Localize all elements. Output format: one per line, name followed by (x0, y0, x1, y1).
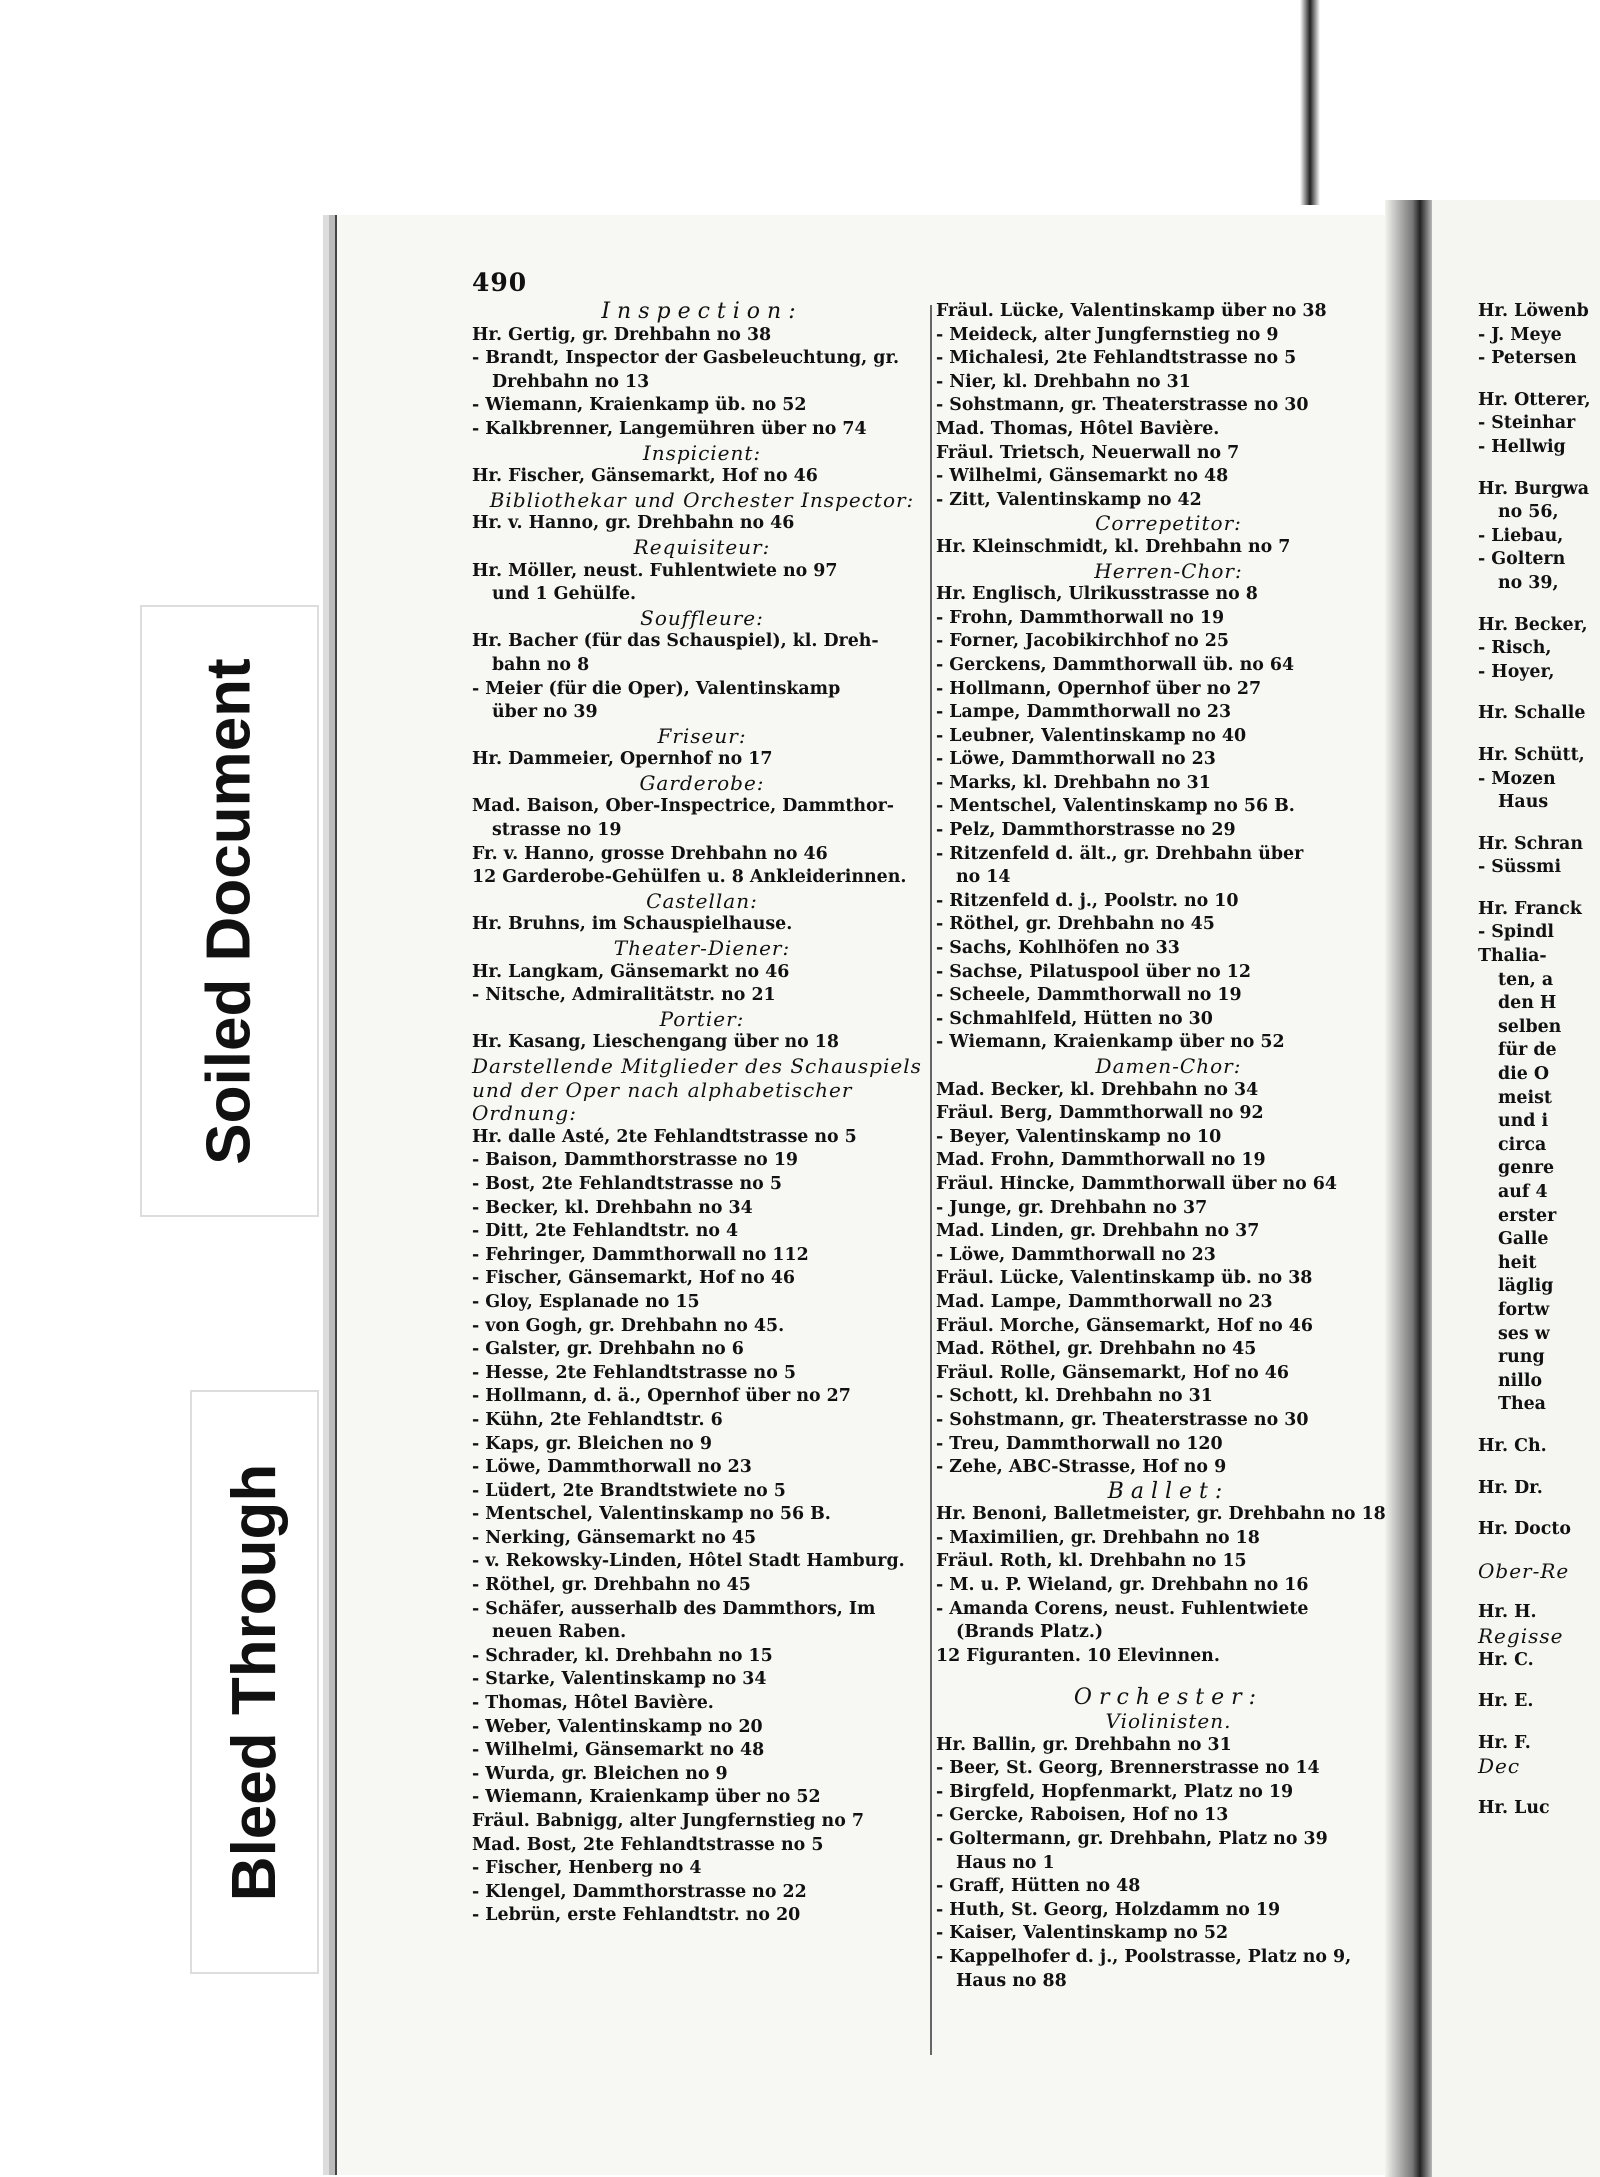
directory-entry: Fräul. Berg, Dammthorwall no 92 (936, 1103, 1264, 1124)
section-heading: Damen-Chor: (1095, 1054, 1242, 1078)
directory-entry: - Kaps, gr. Bleichen no 9 (472, 1433, 712, 1454)
directory-entry: - Lampe, Dammthorwall no 23 (936, 702, 1232, 723)
directory-entry: Hr. v. Hanno, gr. Drehbahn no 46 (472, 513, 795, 534)
spacer (1478, 1459, 1600, 1477)
directory-entry: auf 4 (1498, 1182, 1548, 1202)
spacer (1478, 1583, 1600, 1601)
directory-entry: - Steinhar (1478, 413, 1576, 434)
directory-entry: - Ditt, 2te Fehlandtstr. no 4 (472, 1221, 739, 1242)
directory-entry: - Klengel, Dammthorstrasse no 22 (472, 1881, 807, 1902)
directory-entry: - Hollmann, Opernhof über no 27 (936, 678, 1262, 699)
directory-entry: Hr. Ch. (1478, 1435, 1547, 1456)
directory-entry: - Huth, St. Georg, Holzdamm no 19 (936, 1899, 1281, 1920)
directory-entry: - Goltermann, gr. Drehbahn, Platz no 39 (936, 1829, 1328, 1849)
directory-entry: meist (1498, 1087, 1552, 1108)
directory-entry: - Beyer, Valentinskamp no 10 (936, 1126, 1222, 1147)
directory-entry: Mad. Baison, Ober-Inspectrice, Dammthor- (472, 796, 895, 817)
directory-entry: - Goltern (1478, 549, 1566, 570)
spacer (1478, 460, 1600, 478)
directory-entry: - Kappelhofer d. j., Poolstrasse, Platz no 9, (936, 1946, 1352, 1967)
directory-entry: - Kaiser, Valentinskamp no 52 (936, 1923, 1229, 1944)
directory-entry: den H (1498, 993, 1557, 1014)
directory-entry: Hr. Möller, neust. Fuhlentwiete no 97 (472, 560, 838, 581)
directory-entry: - Nerking, Gänsemarkt no 45 (472, 1527, 757, 1548)
directory-entry: Mad. Linden, gr. Drehbahn no 37 (936, 1221, 1260, 1242)
directory-entry: - Spindl (1478, 922, 1555, 943)
directory-entry: - Baison, Dammthorstrasse no 19 (472, 1150, 799, 1171)
directory-entry: - Petersen (1478, 348, 1577, 369)
directory-entry: Hr. Benoni, Balletmeister, gr. Drehbahn no 18 (936, 1504, 1386, 1525)
directory-entry: selben (1498, 1016, 1562, 1037)
directory-entry: und i (1498, 1111, 1549, 1132)
directory-entry: Mad. Becker, kl. Drehbahn no 34 (936, 1079, 1259, 1100)
section-heading: Ballet: (1107, 1478, 1230, 1504)
directory-entry: - Scheele, Dammthorwall no 19 (936, 985, 1242, 1006)
directory-entry: Hr. Bruhns, im Schauspielhause. (472, 914, 793, 935)
directory-entry: - Amanda Corens, neust. Fuhlentwiete (936, 1598, 1309, 1619)
directory-entry: - Ritzenfeld d. ält., gr. Drehbahn über (936, 843, 1304, 864)
directory-entry: - Schmahlfeld, Hütten no 30 (936, 1008, 1213, 1029)
directory-entry: Hr. Schran (1478, 833, 1583, 854)
directory-entry: Mad. Frohn, Dammthorwall no 19 (936, 1150, 1266, 1171)
directory-entry: - Mentschel, Valentinskamp no 56 B. (472, 1504, 831, 1525)
directory-entry: Hr. H. (1478, 1602, 1537, 1623)
directory-entry: - Fischer, Gänsemarkt, Hof no 46 (472, 1268, 796, 1289)
directory-entry: Fräul. Roth, kl. Drehbahn no 15 (936, 1551, 1247, 1572)
spacer (936, 1668, 1401, 1686)
section-heading: Bibliothekar und Orchester Inspector: (489, 487, 915, 512)
directory-entry: Haus (1498, 792, 1549, 813)
spacer (1478, 1417, 1600, 1435)
directory-entry: läglig (1498, 1276, 1554, 1297)
directory-entry: - Treu, Dammthorwall no 120 (936, 1433, 1223, 1454)
directory-entry: (Brands Platz.) (956, 1622, 1104, 1643)
directory-entry: - Zehe, ABC-Strasse, Hof no 9 (936, 1457, 1227, 1478)
spacer (1478, 596, 1600, 614)
directory-entry: - Sohstmann, gr. Theaterstrasse no 30 (936, 395, 1309, 416)
directory-entry: - Brandt, Inspector der Gasbeleuchtung, gr. (472, 348, 900, 369)
directory-entry: - Mozen (1478, 768, 1556, 789)
directory-entry: - v. Rekowsky-Linden, Hôtel Stadt Hamburg. (472, 1551, 905, 1572)
directory-entry: Hr. Luc (1478, 1797, 1550, 1818)
section-heading: Castellan: (646, 888, 758, 913)
directory-entry: - Weber, Valentinskamp no 20 (472, 1716, 763, 1737)
section-heading: Inspicient: (642, 440, 762, 465)
right-text-column (936, 300, 1401, 1993)
directory-entry: - Sachse, Pilatuspool über no 12 (936, 961, 1251, 982)
directory-entry: neuen Raben. (492, 1622, 627, 1643)
spacer (1478, 815, 1600, 833)
spacer (1478, 1672, 1600, 1690)
directory-entry: - Beer, St. Georg, Brennerstrasse no 14 (936, 1758, 1320, 1779)
directory-entry: erster (1498, 1205, 1557, 1226)
directory-entry: - von Gogh, gr. Drehbahn no 45. (472, 1315, 785, 1336)
directory-entry: Hr. Otterer, (1478, 389, 1591, 410)
spacer (1478, 1500, 1600, 1518)
page-top-edge (1300, 0, 1320, 205)
directory-entry: Hr. Löwenb (1478, 301, 1589, 321)
soiled-document-text: Soiled Document (195, 657, 265, 1165)
directory-entry: Fräul. Lücke, Valentinskamp über no 38 (936, 301, 1327, 321)
directory-entry: Fräul. Rolle, Gänsemarkt, Hof no 46 (936, 1362, 1289, 1383)
directory-entry: Hr. Schütt, (1478, 744, 1585, 765)
directory-entry: Mad. Röthel, gr. Drehbahn no 45 (936, 1339, 1257, 1360)
directory-entry: - Marks, kl. Drehbahn no 31 (936, 772, 1211, 793)
soiled-document-label (140, 605, 319, 1217)
directory-entry: - Löwe, Dammthorwall no 23 (936, 1244, 1216, 1265)
directory-entry: - Mentschel, Valentinskamp no 56 B. (936, 796, 1295, 817)
directory-entry: - Hesse, 2te Fehlandtstrasse no 5 (472, 1362, 796, 1383)
directory-entry: Thea (1498, 1394, 1546, 1415)
directory-entry: Galle (1498, 1229, 1549, 1250)
directory-entry: - Meier (für die Oper), Valentinskamp (472, 678, 841, 699)
directory-entry: Mad. Thomas, Hôtel Bavière. (936, 418, 1220, 439)
directory-entry: Hr. Schalle (1478, 703, 1586, 724)
directory-entry: Fräul. Lücke, Valentinskamp üb. no 38 (936, 1268, 1313, 1289)
directory-entry: - Meideck, alter Jungfernstieg no 9 (936, 324, 1279, 345)
directory-entry: no 56, (1498, 502, 1559, 523)
directory-entry: Haus no 1 (956, 1852, 1055, 1873)
directory-entry: - Starke, Valentinskamp no 34 (472, 1669, 767, 1690)
directory-entry: - J. Meye (1478, 324, 1562, 345)
directory-entry: Hr. Langkam, Gänsemarkt no 46 (472, 961, 790, 982)
directory-entry: ses w (1498, 1323, 1550, 1344)
directory-entry: rung (1498, 1347, 1545, 1368)
directory-entry: - Frohn, Dammthorwall no 19 (936, 607, 1225, 628)
directory-entry: Hr. Gertig, gr. Drehbahn no 38 (472, 324, 772, 345)
directory-entry: - Junge, gr. Drehbahn no 37 (936, 1197, 1208, 1218)
directory-entry: - Süssmi (1478, 857, 1562, 878)
directory-entry: Hr. C. (1478, 1649, 1534, 1670)
directory-entry: ten, a (1498, 969, 1554, 990)
directory-entry: - Birgfeld, Hopfenmarkt, Platz no 19 (936, 1781, 1294, 1802)
directory-entry: Fräul. Babnigg, alter Jungfernstieg no 7 (472, 1811, 864, 1831)
section-heading: Herren-Chor: (1094, 558, 1243, 583)
spacer (1478, 1542, 1600, 1560)
directory-entry: - Wiemann, Kraienkamp über no 52 (472, 1787, 821, 1808)
directory-entry: nillo (1498, 1370, 1543, 1391)
directory-entry: Drehbahn no 13 (492, 371, 650, 392)
directory-entry: Hr. E. (1478, 1691, 1534, 1712)
directory-entry: - Röthel, gr. Drehbahn no 45 (936, 914, 1215, 935)
section-heading: Souffleure: (640, 605, 764, 630)
directory-entry: - Wilhelmi, Gänsemarkt no 48 (472, 1740, 765, 1761)
directory-entry: Hr. Docto (1478, 1519, 1572, 1540)
section-heading: Friseur: (657, 723, 747, 748)
section-heading: Inspection: (601, 299, 803, 324)
directory-entry: - Sohstmann, gr. Theaterstrasse no 30 (936, 1409, 1309, 1430)
directory-entry: - Gerckens, Dammthorwall üb. no 64 (936, 654, 1295, 675)
directory-entry: Hr. Englisch, Ulrikusstrasse no 8 (936, 584, 1258, 605)
next-page-text-column (1478, 300, 1600, 1820)
spacer (1478, 880, 1600, 898)
directory-entry: - M. u. P. Wieland, gr. Drehbahn no 16 (936, 1575, 1309, 1596)
directory-entry: - Nitsche, Admiralitätstr. no 21 (472, 985, 776, 1006)
directory-entry: Hr. Kasang, Lieschengang über no 18 (472, 1032, 839, 1053)
directory-entry: Hr. Dammeier, Opernhof no 17 (472, 749, 773, 770)
section-heading: Correpetitor: (1095, 511, 1242, 536)
section-heading: Portier: (659, 1006, 745, 1031)
directory-entry: - Zitt, Valentinskamp no 42 (936, 489, 1202, 510)
section-heading: Dec (1478, 1754, 1521, 1779)
directory-entry: - Thomas, Hôtel Bavière. (472, 1693, 714, 1714)
directory-entry: Thalia- (1478, 946, 1547, 967)
section-heading: Regisse (1478, 1623, 1564, 1648)
directory-entry: - Gercke, Raboisen, Hof no 13 (936, 1805, 1229, 1826)
directory-entry: - Maximilien, gr. Drehbahn no 18 (936, 1527, 1260, 1548)
section-heading: Ordnung: (472, 1101, 577, 1126)
directory-entry: Hr. Fischer, Gänsemarkt, Hof no 46 (472, 466, 818, 487)
directory-entry: Hr. Franck (1478, 898, 1582, 919)
directory-entry: - Wilhelmi, Gänsemarkt no 48 (936, 466, 1229, 487)
directory-entry: Hr. F. (1478, 1732, 1531, 1753)
directory-entry: - Forner, Jacobikirchhof no 25 (936, 631, 1229, 652)
directory-entry: - Kühn, 2te Fehlandtstr. 6 (472, 1409, 723, 1430)
directory-entry: und 1 Gehülfe. (492, 584, 637, 605)
directory-entry: - Röthel, gr. Drehbahn no 45 (472, 1575, 751, 1596)
directory-entry: heit (1498, 1252, 1537, 1273)
directory-entry: fortw (1498, 1299, 1550, 1320)
directory-entry: - Fischer, Henberg no 4 (472, 1858, 702, 1879)
directory-entry: strasse no 19 (492, 820, 622, 841)
directory-entry: über no 39 (492, 702, 598, 723)
directory-entry: Fräul. Trietsch, Neuerwall no 7 (936, 442, 1240, 463)
directory-entry: Mad. Bost, 2te Fehlandtstrasse no 5 (472, 1834, 824, 1855)
directory-entry: - Risch, (1478, 638, 1552, 659)
directory-entry: - Löwe, Dammthorwall no 23 (936, 749, 1216, 770)
directory-entry: - Schott, kl. Drehbahn no 31 (936, 1386, 1213, 1407)
section-heading: Orchester: (1073, 1685, 1264, 1711)
directory-entry: - Pelz, Dammthorstrasse no 29 (936, 820, 1236, 841)
directory-entry: bahn no 8 (492, 654, 590, 675)
directory-entry: 12 Garderobe-Gehülfen u. 8 Ankleiderinnen. (472, 867, 907, 888)
directory-entry: - Graff, Hütten no 48 (936, 1876, 1141, 1897)
section-heading: Violinisten. (1105, 1709, 1232, 1734)
directory-entry: Hr. Bacher (für das Schauspiel), kl. Dreh- (472, 631, 879, 652)
directory-entry: die O (1498, 1064, 1550, 1085)
directory-entry: Hr. Ballin, gr. Drehbahn no 31 (936, 1734, 1232, 1755)
directory-entry: Fräul. Morche, Gänsemarkt, Hof no 46 (936, 1315, 1313, 1336)
directory-entry: für de (1498, 1040, 1557, 1061)
spacer (1478, 1779, 1600, 1797)
directory-entry: - Fehringer, Dammthorwall no 112 (472, 1244, 809, 1265)
directory-entry: - Kalkbrenner, Langemühren über no 74 (472, 418, 867, 439)
directory-entry: genre (1498, 1158, 1555, 1179)
spacer (1478, 726, 1600, 744)
directory-entry: Hr. Becker, (1478, 614, 1588, 635)
directory-entry: - Wiemann, Kraienkamp üb. no 52 (472, 395, 807, 416)
directory-entry: - Löwe, Dammthorwall no 23 (472, 1457, 752, 1478)
directory-entry: Hr. Kleinschmidt, kl. Drehbahn no 7 (936, 536, 1291, 557)
spacer (1478, 684, 1600, 702)
directory-entry: Mad. Lampe, Dammthorwall no 23 (936, 1291, 1273, 1312)
section-heading: Garderobe: (639, 770, 765, 795)
directory-entry: 12 Figuranten. 10 Elevinnen. (936, 1645, 1220, 1666)
directory-entry: - Hoyer, (1478, 661, 1555, 682)
directory-entry: Haus no 88 (956, 1970, 1067, 1991)
directory-entry: - Sachs, Kohlhöfen no 33 (936, 938, 1180, 959)
directory-entry: - Wurda, gr. Bleichen no 9 (472, 1763, 728, 1784)
section-heading: Requisiteur: (633, 534, 771, 559)
directory-entry: Hr. Burgwa (1478, 478, 1590, 499)
spacer (1478, 1714, 1600, 1732)
directory-entry: - Hollmann, d. ä., Opernhof über no 27 (472, 1386, 851, 1407)
left-text-column (472, 300, 932, 1928)
section-heading: Theater-Diener: (613, 936, 791, 961)
directory-entry: - Wiemann, Kraienkamp über no 52 (936, 1032, 1285, 1053)
directory-entry: - Schrader, kl. Drehbahn no 15 (472, 1645, 773, 1666)
directory-entry: - Schäfer, ausserhalb des Dammthors, Im (472, 1598, 876, 1619)
section-heading: Ober-Re (1478, 1558, 1570, 1583)
directory-entry: no 39, (1498, 572, 1559, 593)
page-number: 490 (472, 268, 528, 297)
directory-entry: Fr. v. Hanno, grosse Drehbahn no 46 (472, 843, 828, 864)
directory-entry: - Gloy, Esplanade no 15 (472, 1291, 700, 1312)
directory-entry: - Galster, gr. Drehbahn no 6 (472, 1339, 744, 1360)
directory-entry: Hr. Dr. (1478, 1477, 1543, 1498)
bleed-through-label (190, 1390, 319, 1974)
spacer (1478, 371, 1600, 389)
directory-entry: Fräul. Hincke, Dammthorwall über no 64 (936, 1173, 1338, 1194)
bleed-through-text: Bleed Through (220, 1463, 290, 1901)
directory-entry: - Nier, kl. Drehbahn no 31 (936, 371, 1191, 392)
directory-entry: - Bost, 2te Fehlandtstrasse no 5 (472, 1173, 782, 1194)
directory-entry: no 14 (956, 867, 1011, 888)
directory-entry: circa (1498, 1134, 1547, 1155)
column-divider (930, 305, 932, 2055)
section-heading: und der Oper nach alphabetischer (472, 1077, 853, 1102)
directory-entry: - Leubner, Valentinskamp no 40 (936, 725, 1247, 746)
directory-entry: - Lebrün, erste Fehlandtstr. no 20 (472, 1905, 801, 1926)
section-heading: Darstellende Mitglieder des Schauspiels (472, 1054, 922, 1078)
directory-entry: - Lüdert, 2te Brandtstwiete no 5 (472, 1480, 786, 1501)
directory-entry: - Becker, kl. Drehbahn no 34 (472, 1197, 753, 1218)
directory-entry: - Ritzenfeld d. j., Poolstr. no 10 (936, 890, 1239, 911)
directory-entry: - Michalesi, 2te Fehlandtstrasse no 5 (936, 348, 1297, 369)
directory-entry: - Hellwig (1478, 436, 1566, 457)
directory-entry: - Liebau, (1478, 525, 1564, 546)
directory-entry: Hr. dalle Asté, 2te Fehlandtstrasse no 5 (472, 1126, 857, 1147)
